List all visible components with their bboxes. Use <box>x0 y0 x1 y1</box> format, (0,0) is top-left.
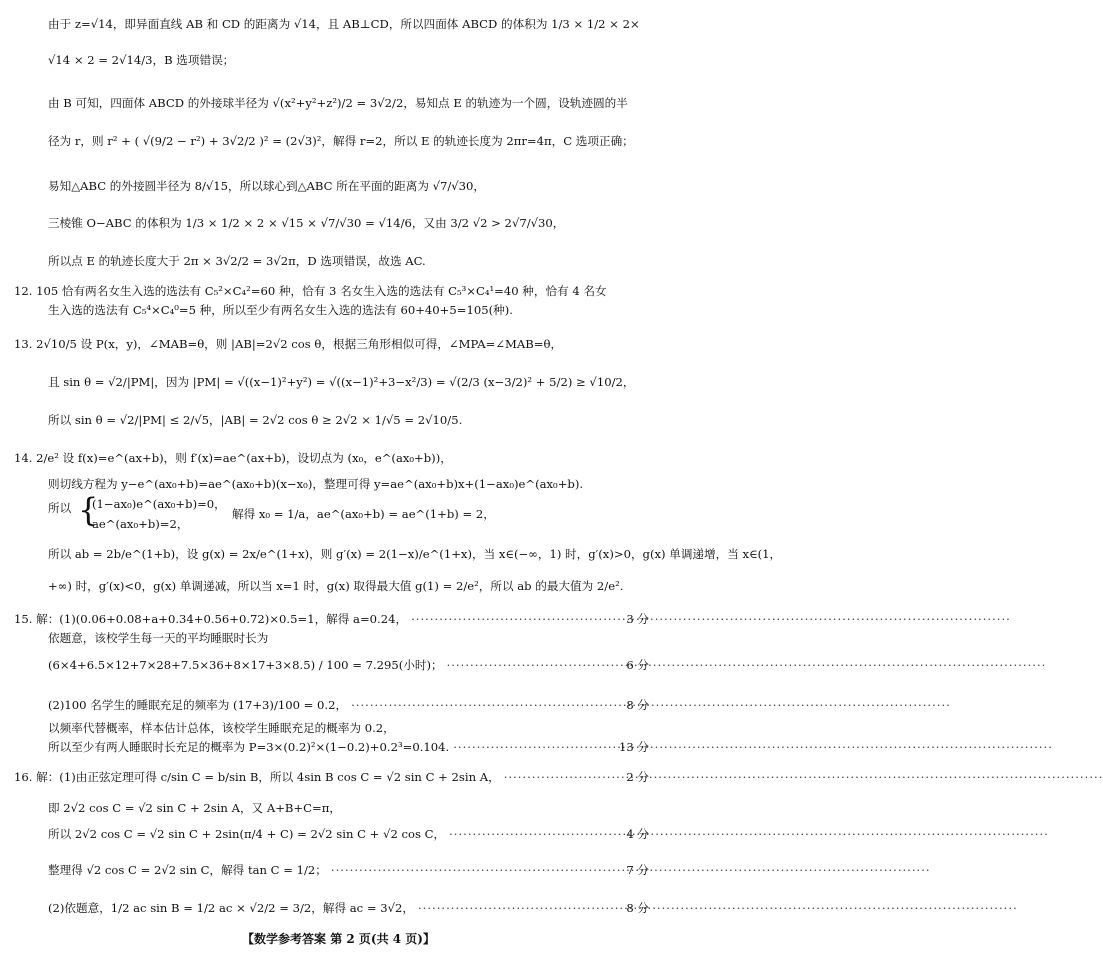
q14-so-label: 所以 <box>48 501 72 515</box>
score-points: 8 分 <box>626 698 649 712</box>
q14-system-eq: (1−ax₀)e^(ax₀+b)=0， <box>92 497 226 511</box>
line-text: 15. 解：(1)(0.06+0.08+a+0.34+0.56+0.72)×0.5=1，解得 a=0.24， <box>14 612 408 626</box>
text-line: √14 × 2 = 2√14/3，B 选项错误； <box>48 53 235 67</box>
line-text: 16. 解：(1)由正弦定理可得 c/sin C = b/sin B，所以 4sin B cos C = √2 sin C + 2sin A， <box>14 770 500 784</box>
leader-dots <box>504 769 623 785</box>
line-text: 所以 2√2 cos C = √2 sin C + 2sin(π/4 + C) = 2√2 sin C + √2 cos C， <box>48 827 446 841</box>
system-brace: { <box>78 491 99 529</box>
q16-line: 即 2√2 cos C = √2 sin C + 2sin A，又 A+B+C=π， <box>48 801 341 815</box>
line-text: (2)100 名学生的睡眠充足的频率为 (17+3)/100 = 0.2， <box>48 698 348 712</box>
text-line: 三棱锥 O−ABC 的体积为 1/3 × 1/2 × 2 × √15 × √7/√30 = √14/6，又由 3/2 √2 > 2√7/√30， <box>48 216 565 230</box>
score-points: 8 分 <box>626 901 649 915</box>
leader-dots <box>447 657 623 673</box>
leader-dots <box>331 862 622 878</box>
text-line: 易知△ABC 的外接圆半径为 8/√15，所以球心到△ABC 所在平面的距离为 √7/√30， <box>48 179 486 193</box>
score-points: 4 分 <box>626 827 649 841</box>
q16-line <box>48 862 649 878</box>
leader-dots <box>449 826 622 842</box>
q14-line: 14. 2/e² 设 f(x)=e^(ax+b)，则 f′(x)=ae^(ax+b)，设切点为 (x₀，e^(ax₀+b))， <box>14 451 452 465</box>
q13-line: 且 sin θ = √2/|PM|，因为 |PM| = √((x−1)²+y²) = √((x−1)²+3−x²/3) = √(2/3 (x−3/2)² + 5/2) ≥ √10/2， <box>48 375 635 389</box>
q14-line: 所以 ab = 2b/e^(1+b)，设 g(x) = 2x/e^(1+x)，则 g′(x) = 2(1−x)/e^(1+x)，当 x∈(−∞，1) 时，g′(x)>0，g(x) 单调递增，当 x∈(1， <box>48 547 782 561</box>
line-text: 整理得 √2 cos C = 2√2 sin C，解得 tan C = 1/2； <box>48 863 327 877</box>
q12-line: 12. 105 恰有两名女生入选的选法有 C₅²×C₄²=60 种，恰有 3 名女生入选的选法有 C₅³×C₄¹=40 种，恰有 4 名女 <box>14 284 607 298</box>
q14-line: 则切线方程为 y−e^(ax₀+b)=ae^(ax₀+b)(x−x₀)，整理可得 y=ae^(ax₀+b)x+(1−ax₀)e^(ax₀+b). <box>48 477 584 491</box>
q16-line <box>14 769 649 785</box>
q14-line: 解得 x₀ = 1/a，ae^(ax₀+b) = ae^(1+b) = 2， <box>232 507 495 521</box>
score-points: 6 分 <box>626 658 649 672</box>
q15-line <box>48 697 649 713</box>
q16-line <box>48 900 649 916</box>
q14-line: +∞) 时，g′(x)<0，g(x) 单调递减，所以当 x=1 时，g(x) 取得最大值 g(1) = 2/e²，所以 ab 的最大值为 2/e². <box>48 579 624 593</box>
leader-dots <box>411 611 622 627</box>
leader-dots <box>453 739 615 755</box>
line-text: (2)依题意，1/2 ac sin B = 1/2 ac × √2/2 = 3/2，解得 ac = 3√2， <box>48 901 414 915</box>
q15-line <box>48 739 649 755</box>
score-points: 13 分 <box>618 740 649 754</box>
score-points: 3 分 <box>626 612 649 626</box>
line-text: 所以至少有两人睡眠时长充足的概率为 P=3×(0.2)²×(1−0.2)+0.2³=0.104. <box>48 740 450 754</box>
text-line: 所以点 E 的轨迹长度大于 2π × 3√2/2 = 3√2π，D 选项错误，故选 AC. <box>48 254 426 268</box>
page-footer: 【数学参考答案 第 2 页(共 4 页)】 <box>242 932 435 946</box>
q13-line: 13. 2√10/5 设 P(x，y)，∠MAB=θ，则 |AB|=2√2 cos θ，根据三角形相似可得，∠MPA=∠MAB=θ， <box>14 337 563 351</box>
q16-line <box>48 826 649 842</box>
q14-system-eq: ae^(ax₀+b)=2， <box>92 517 189 531</box>
leader-dots <box>418 900 622 916</box>
text-line: 由 B 可知，四面体 ABCD 的外接球半径为 √(x²+y²+z²)/2 = 3√2/2，易知点 E 的轨迹为一个圆，设轨迹圆的半 <box>48 96 628 110</box>
q12-line: 生入选的选法有 C₅⁴×C₄⁰=5 种，所以至少有两名女生入选的选法有 60+40+5=105(种). <box>48 303 513 317</box>
text-line: 径为 r，则 r² + ( √(9/2 − r²) + 3√2/2 )² = (2√3)²，解得 r=2，所以 E 的轨迹长度为 2πr=4π，C 选项正确； <box>48 134 634 148</box>
q15-line <box>14 611 649 627</box>
q13-line: 所以 sin θ = √2/|PM| ≤ 2/√5，|AB| = 2√2 cos θ ≥ 2√2 × 1/√5 = 2√10/5. <box>48 413 463 427</box>
score-points: 2 分 <box>626 770 649 784</box>
score-points: 7 分 <box>626 863 649 877</box>
line-text: (6×4+6.5×12+7×28+7.5×36+8×17+3×8.5) / 100 = 7.295(小时)； <box>48 658 443 672</box>
q15-line: 依题意，该校学生每一天的平均睡眠时长为 <box>48 631 269 645</box>
q15-line: 以频率代替概率，样本估计总体，该校学生睡眠充足的概率为 0.2， <box>48 721 395 735</box>
q15-line <box>48 657 649 673</box>
leader-dots <box>351 697 622 713</box>
text-line: 由于 z=√14，即异面直线 AB 和 CD 的距离为 √14，且 AB⊥CD，所以四面体 ABCD 的体积为 1/3 × 1/2 × 2× <box>48 17 640 31</box>
